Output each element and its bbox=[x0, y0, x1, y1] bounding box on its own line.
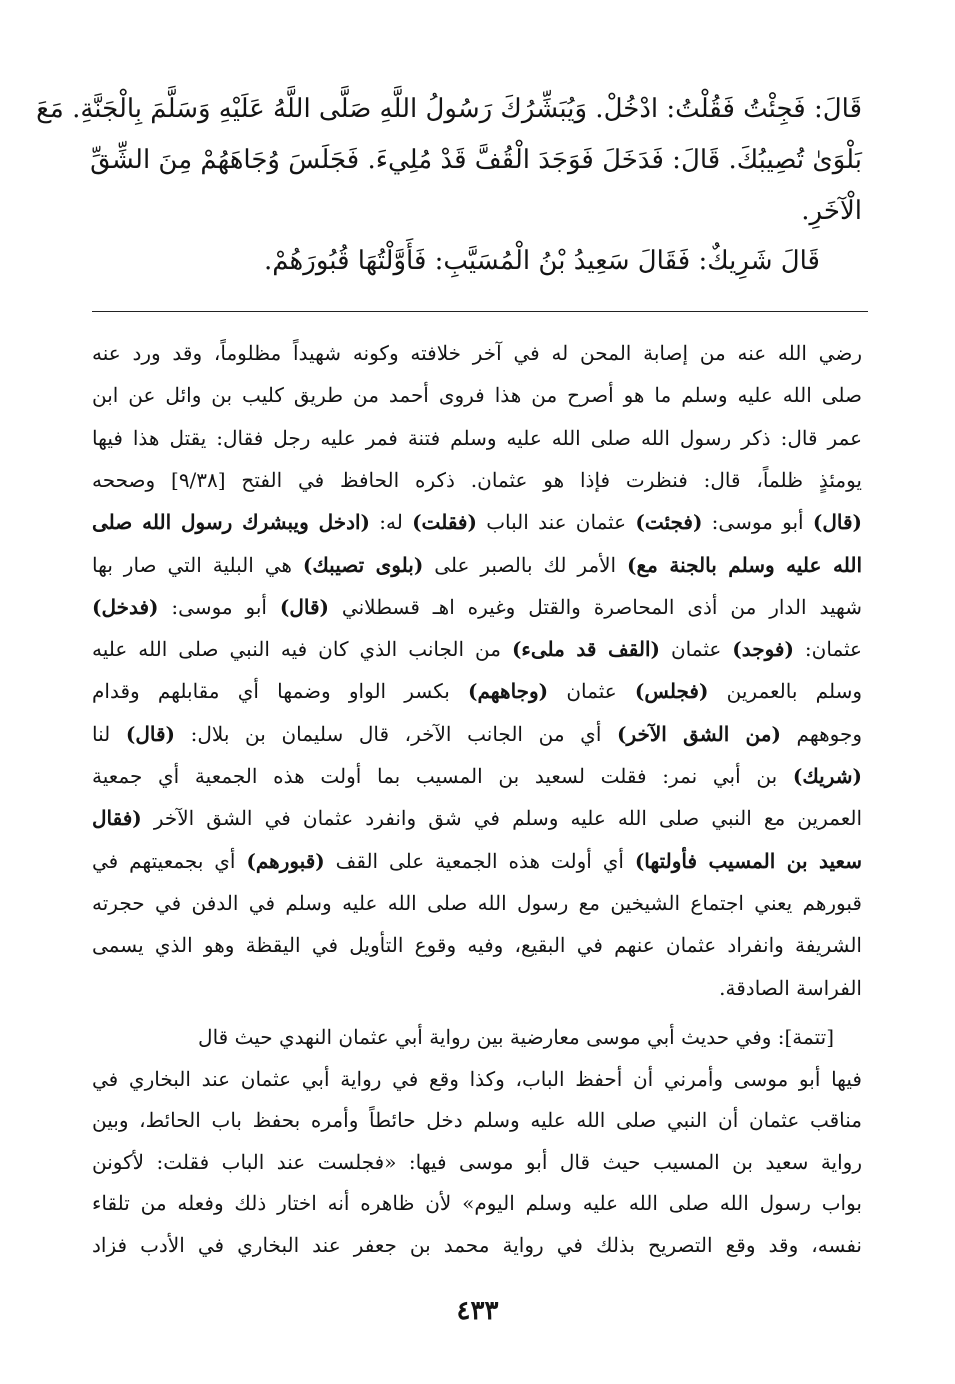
commentary-phrase: يومئذٍ ظلماً، قال: فنظرت فإذا هو عثمان. ذكره الحافظ في الفتح [٩/٣٨] وصححه bbox=[92, 467, 862, 492]
quoted-hadith-phrase: (ادخل ويبشرك رسول الله صلى bbox=[92, 510, 371, 535]
quoted-hadith-phrase: (فجئت) bbox=[635, 510, 703, 535]
commentary-phrase: الفراسة الصادقة. bbox=[719, 975, 862, 1000]
commentary-phrase: أي أولت هذه الجمعية على القف bbox=[324, 848, 635, 873]
commentary-phrase: له: bbox=[370, 510, 413, 535]
quoted-hadith-phrase: (قال) bbox=[125, 721, 175, 746]
tatimma-line: مناقب عثمان أن النبي صلى الله عليه وسلم دخل حائطاً وأمره بحفظ باب الحائط، وبين bbox=[92, 1108, 862, 1132]
quoted-hadith-phrase: (شريك) bbox=[792, 764, 862, 788]
hadith-line: قَالَ شَرِيكٌ: فَقَالَ سَعِيدُ بْنُ الْمُسَيَّبِ: فَأَوَّلْتُهَا قُبُورَهُمْ. bbox=[263, 246, 820, 276]
commentary-line bbox=[92, 806, 862, 830]
commentary-phrase: لنا bbox=[92, 721, 126, 746]
commentary-phrase: عثمان عند الباب bbox=[476, 510, 636, 535]
quoted-hadith-phrase: سعيد بن المسيب فأولتها) bbox=[634, 848, 862, 873]
quoted-hadith-phrase: (فجلس) bbox=[634, 679, 709, 704]
quoted-hadith-phrase: (فقال bbox=[92, 806, 142, 831]
page-number: ٤٣٣ bbox=[456, 1296, 499, 1326]
quoted-hadith-phrase: (فقلت) bbox=[412, 510, 477, 535]
commentary-line bbox=[92, 891, 862, 915]
commentary-line bbox=[92, 510, 862, 534]
quoted-hadith-phrase: (وجاههم) bbox=[468, 679, 549, 704]
quoted-hadith-phrase: (القف قد ملىء) bbox=[511, 637, 660, 662]
commentary-phrase: من الجانب الذي كان فيه النبي صلى الله عليه bbox=[92, 637, 512, 662]
commentary-phrase: بكسر الواو وضمها أي مقابلهم وقدام bbox=[92, 679, 469, 704]
commentary-line bbox=[92, 553, 862, 577]
commentary-phrase: أبو موسى: bbox=[158, 594, 280, 619]
quoted-hadith-phrase: الله عليه وسلم بالجنة مع) bbox=[627, 552, 863, 577]
commentary-phrase: عثمان: bbox=[793, 637, 862, 662]
commentary-phrase: وسلم بالعمرين bbox=[708, 679, 862, 704]
commentary-phrase: عثمان bbox=[548, 679, 635, 704]
tatimma-line: [تتمة]: وفي حديث أبي موسى معارضية بين رواية أبي عثمان النهدي حيث قال bbox=[198, 1025, 834, 1049]
commentary-line bbox=[92, 341, 862, 365]
commentary-line bbox=[92, 468, 862, 492]
hadith-line: قَالَ: فَجِئْتُ فَقُلْتُ: ادْخُلْ. وَيُبَشِّرُكَ رَسُولُ اللَّهِ صَلَّى اللَّهُ عَلَيْهِ وَسَلَّمَ بِالْجَنَّةِ. مَعَ bbox=[36, 94, 862, 124]
commentary-phrase: أي من الجانب الآخر، قال سليمان بن بلال: bbox=[174, 721, 618, 746]
quoted-hadith-phrase: (قبورهم) bbox=[246, 848, 325, 873]
commentary-phrase: أبو موسى: bbox=[702, 510, 813, 535]
commentary-line bbox=[92, 764, 862, 788]
commentary-line bbox=[92, 637, 862, 661]
quoted-hadith-phrase: (بلوى تصيبك) bbox=[302, 552, 424, 577]
tatimma-line: نفسه، وقد وقع التصريح بذلك في رواية محمد بن جعفر عند البخاري في الأدب فزاد bbox=[92, 1233, 863, 1257]
commentary-line bbox=[92, 426, 862, 450]
commentary-phrase: عمر قال: ذكر رسول الله صلى الله عليه وسلم فتنة فمر عليه رجل فقال: يقتل هذا فيها bbox=[92, 425, 862, 450]
quoted-hadith-phrase: (قال) bbox=[812, 510, 862, 535]
commentary-phrase: شهيد الدار من أذى المحاصرة والقتل وغيره اهـ قسطلاني bbox=[329, 594, 862, 619]
commentary-phrase: رضي الله عنه من إصابة المحن له في آخر خلافته وكونه شهيداً مظلوماً، وقد ورد عنه bbox=[92, 341, 862, 365]
commentary-phrase: صلى الله عليه وسلم ما هو أصرح من هذا فروى أحمد من طريق كليب بن وائل عن ابن bbox=[92, 383, 862, 408]
hadith-line: بَلْوَىٰ تُصِيبُكَ. قَالَ: فَدَخَلَ فَوَجَدَ الْقُفَّ قَدْ مُلِيءَ. فَجَلَسَ وُجَاهَهُمْ مِنَ الشِّقِّ bbox=[90, 145, 862, 175]
commentary-phrase: الأمر لك بالصبر على bbox=[423, 552, 627, 577]
quoted-hadith-phrase: (فدخل) bbox=[92, 594, 159, 619]
commentary-phrase: بن أبي نمر: فقلت لسعيد بن المسيب بما أولت هذه الجمعية أي جمعية bbox=[92, 764, 793, 788]
commentary-phrase: هي البلية التي صار بها bbox=[92, 552, 303, 577]
commentary-phrase: وجوههم bbox=[780, 721, 862, 746]
commentary-line bbox=[92, 383, 862, 407]
commentary-phrase: قبورهم يعني اجتماع الشيخين مع رسول الله صلى الله عليه وسلم في الدفن في حجرته bbox=[92, 890, 862, 915]
quoted-hadith-phrase: (فوجد) bbox=[732, 637, 794, 662]
commentary-phrase: الشريفة وانفراد عثمان عنهم في البقيع، وفيه وقوع التأويل في اليقظة وهو الذي يسمى bbox=[92, 933, 862, 958]
commentary-line bbox=[92, 933, 862, 957]
tatimma-line: فيها أبو موسى وأمرني أن أحفظ الباب، وكذا وقع في رواية أبي عثمان عند البخاري في bbox=[92, 1067, 862, 1091]
commentary-line bbox=[92, 679, 862, 703]
commentary-line bbox=[92, 595, 862, 619]
commentary-line bbox=[92, 849, 862, 873]
hadith-line: الْآخَرِ. bbox=[801, 196, 862, 226]
tatimma-line: رواية سعيد بن المسيب حيث قال أبو موسى فيها: «فجلست عند الباب فقلت: لأكونن bbox=[92, 1150, 862, 1174]
commentary-line bbox=[92, 722, 862, 746]
quoted-hadith-phrase: (قال) bbox=[279, 594, 330, 619]
footnote-divider bbox=[92, 311, 868, 312]
quoted-hadith-phrase: (من الشق الآخر) bbox=[617, 721, 781, 746]
commentary-line bbox=[719, 976, 862, 1000]
commentary-phrase: عثمان bbox=[660, 637, 733, 662]
commentary-phrase: العمرين مع النبي صلى الله عليه وسلم في شق وانفرد عثمان في الشق الآخر bbox=[141, 806, 862, 831]
tatimma-line: بواب رسول الله صلى الله عليه وسلم اليوم» لأن ظاهره أنه اختار ذلك وفعله من تلقاء bbox=[92, 1191, 862, 1215]
commentary-phrase: أي بجمعيتهم في bbox=[92, 848, 247, 873]
